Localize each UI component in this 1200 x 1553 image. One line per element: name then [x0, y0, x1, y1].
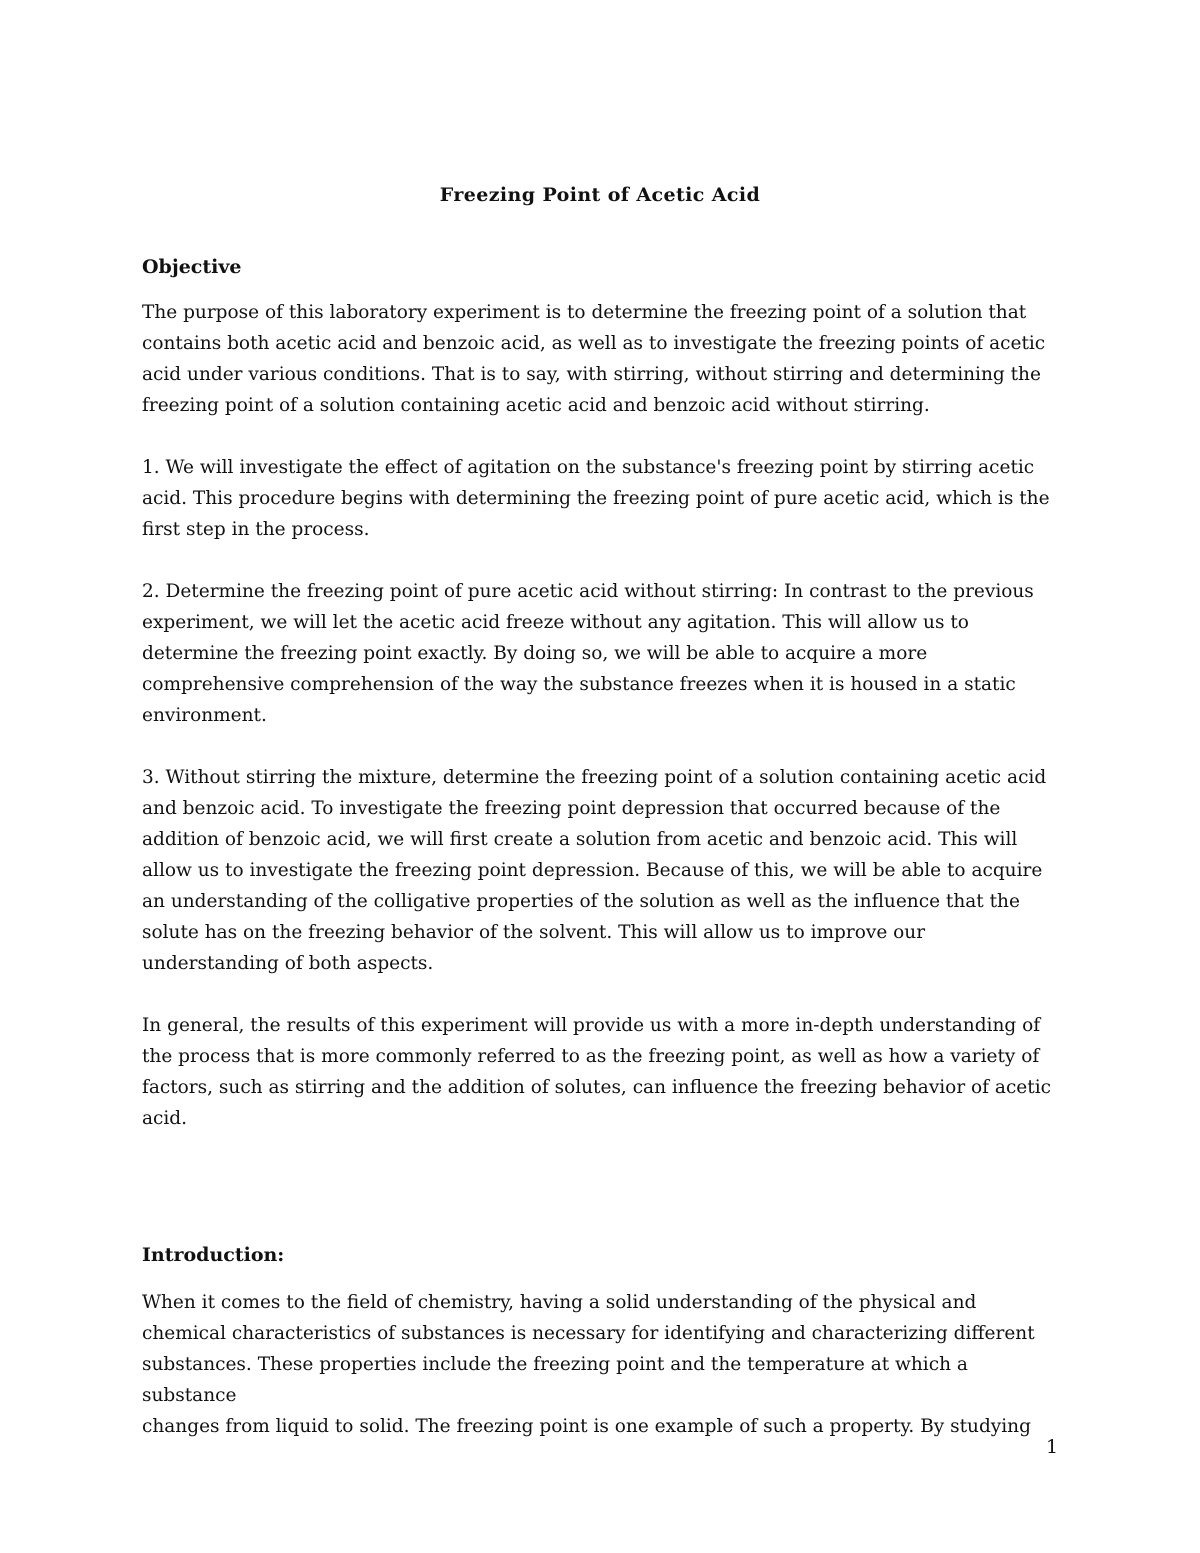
objective-item-1: 1. We will investigate the effect of agitation on the substance's freezing point by stirring acetic acid. This procedure begins with determining the freezing point of pure acetic acid, which is the first step in the process. — [142, 457, 1050, 540]
objective-heading: Objective — [142, 256, 242, 278]
page-number: 1 — [1046, 1436, 1059, 1458]
objective-item-2: 2. Determine the freezing point of pure acetic acid without stirring: In contrast to the previous experiment, we will let the acetic acid freeze without any agitation. This will allow us to determine the freezing point exactly. By doing so, we will be able to acquire a more comprehensive comprehension of the way the substance freezes when it is housed in a static environment. — [142, 581, 1034, 726]
objective-item-3: 3. Without stirring the mixture, determine the freezing point of a solution containing acetic acid and benzoic acid. To investigate the freezing point depression that occurred because of the addition of benzoic acid, we will first create a solution from acetic and benzoic acid. This will allow us to investigate the freezing point depression. Because of this, we will be able to acquire an understanding of the colligative properties of the solution as well as the influence that the solute has on the freezing behavior of the solvent. This will allow us to improve our understanding of both aspects. — [142, 767, 1047, 974]
document-title: Freezing Point of Acetic Acid — [439, 184, 761, 206]
introduction-heading: Introduction: — [142, 1244, 285, 1266]
objective-intro-paragraph: The purpose of this laboratory experiment is to determine the freezing point of a solution that contains both acetic acid and benzoic acid, as well as to investigate the freezing points of acetic acid under various conditions. That is to say, with stirring, without stirring and determining the freezing point of a solution containing acetic acid and benzoic acid without stirring. — [142, 302, 1046, 416]
objective-summary-paragraph: In general, the results of this experiment will provide us with a more in-depth understanding of the process that is more commonly referred to as the freezing point, as well as how a variety of factors, such as stirring and the addition of solutes, can influence the freezing behavior of acetic acid. — [142, 1015, 1051, 1129]
introduction-paragraph: When it comes to the field of chemistry, having a solid understanding of the physical and chemical characteristics of substances is necessary for identifying and characterizing different substances. These properties include the freezing point and the temperature at which a substance changes from liquid to solid. The freezing point is one example of such a property. By studying — [142, 1292, 1035, 1437]
